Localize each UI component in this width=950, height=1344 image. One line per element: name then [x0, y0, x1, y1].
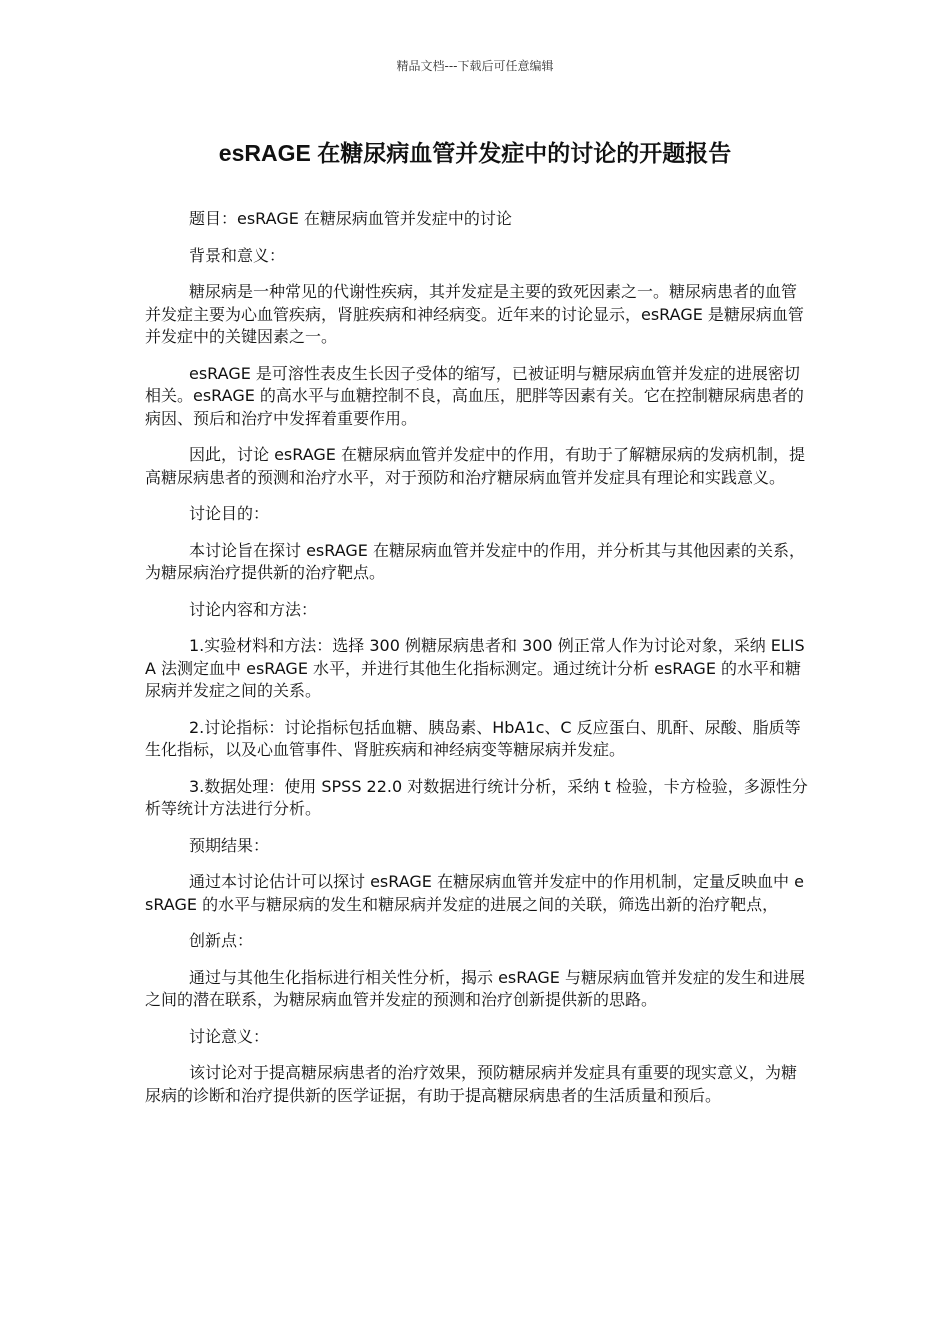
paragraph-innovation: 通过与其他生化指标进行相关性分析，揭示 esRAGE 与糖尿病血管并发症的发生和进展之间的潜在联系，为糖尿病血管并发症的预测和治疗创新提供新的思路。	[145, 967, 805, 1009]
section-label-purpose: 讨论目的：	[189, 504, 270, 523]
section-label-background: 背景和意义：	[189, 245, 286, 265]
paragraph-methods-1: 1.实验材料和方法：选择 300 例糖尿病患者和 300 例正常人作为讨论对象，采纳 ELISA 法测定血中 esRAGE 水平，并进行其他生化指标测定。通过统计分析 esRAGE 的水平和糖尿病并发症之间的关系。	[145, 636, 805, 700]
paragraph-background-1: 糖尿病是一种常见的代谢性疾病，其并发症是主要的致死因素之一。糖尿病患者的血管并发症主要为心血管疾病，肾脏疾病和神经病变。近年来的讨论显示，esRAGE 是糖尿病血管并发症中的关键因素之一。	[145, 282, 804, 346]
paragraph-methods-3: 3.数据处理：使用 SPSS 22.0 对数据进行统计分析，采纳 t 检验，卡方检验，多源性分析等统计方法进行分析。	[145, 776, 808, 818]
section-label-methods: 讨论内容和方法：	[189, 599, 318, 619]
paragraph-background-3: 因此，讨论 esRAGE 在糖尿病血管并发症中的作用，有助于了解糖尿病的发病机制，提高糖尿病患者的预测和治疗水平，对于预防和治疗糖尿病血管并发症具有理论和实践意义。	[145, 445, 805, 487]
paragraph-background-2: esRAGE 是可溶性表皮生长因子受体的缩写，已被证明与糖尿病血管并发症的进展密切相关。esRAGE 的高水平与血糖控制不良，高血压，肥胖等因素有关。它在控制糖尿病患者的病因、预后和治疗中发挥着重要作用。	[145, 363, 804, 428]
topic-line: 题目：esRAGE 在糖尿病血管并发症中的讨论	[189, 209, 512, 228]
paragraph-purpose: 本讨论旨在探讨 esRAGE 在糖尿病血管并发症中的作用，并分析其与其他因素的关系，为糖尿病治疗提供新的治疗靶点。	[145, 540, 805, 582]
section-label-innovation: 创新点：	[189, 931, 254, 950]
document-title: esRAGE 在糖尿病血管并发症中的讨论的开题报告	[218, 140, 732, 166]
header-note: 精品文档---下载后可任意编辑	[396, 59, 554, 73]
section-label-expected-results: 预期结果：	[189, 835, 270, 855]
section-label-significance: 讨论意义：	[189, 1026, 270, 1046]
paragraph-expected-results: 通过本讨论估计可以探讨 esRAGE 在糖尿病血管并发症中的作用机制，定量反映血中 esRAGE 的水平与糖尿病的发生和糖尿病并发症的进展之间的关联，筛选出新的治疗靶点，	[145, 872, 804, 914]
paragraph-methods-2: 2.讨论指标：讨论指标包括血糖、胰岛素、HbA1c、C 反应蛋白、肌酐、尿酸、脂质等生化指标，以及心血管事件、肾脏疾病和神经病变等糖尿病并发症。	[145, 717, 801, 759]
document-body	[145, 208, 812, 1121]
paragraph-significance: 该讨论对于提高糖尿病患者的治疗效果，预防糖尿病并发症具有重要的现实意义，为糖尿病的诊断和治疗提供新的医学证据，有助于提高糖尿病患者的生活质量和预后。	[145, 1063, 798, 1105]
